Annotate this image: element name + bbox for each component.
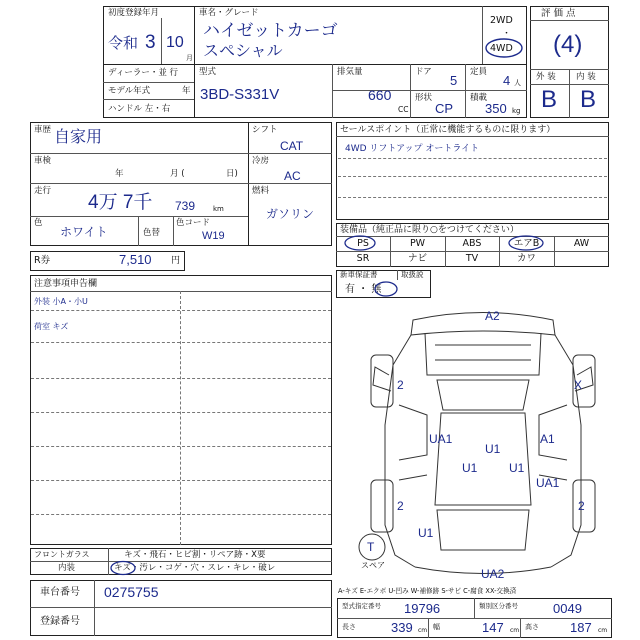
ac: AC [284,169,301,183]
fuel-label: 燃料 [252,186,270,196]
height-unit: cm [598,627,608,634]
divider [30,183,248,184]
divider [482,6,483,64]
load: 350 [485,101,507,116]
equip-aw: AW [573,238,590,249]
mark-left-rear-quarter: U1 [418,526,434,540]
width-label: 幅 [433,623,440,631]
equip-airbag: エアB [513,238,540,249]
sales-points-title: セールスポイント（正常に機能するものに限ります） [340,125,556,135]
rating-score: (4) [553,31,583,58]
shape-label: 形状 [415,93,433,103]
divider [248,183,332,184]
warranty-value: 有 ・ 無 [345,284,382,295]
width-unit: cm [510,627,520,634]
divider [30,291,332,292]
equip-pw: PW [409,238,426,249]
capacity-label: 定員 [470,67,488,77]
model-year-unit: 年 [182,86,191,96]
mark-left-front-door: UA1 [429,432,453,446]
divider [30,561,332,562]
divider [248,153,332,154]
drive-4wd-circle [484,37,524,59]
color-code-label: 色コード [176,218,211,228]
reg-year: 3 [145,32,156,53]
recycle-amount: 7,510 [119,252,152,267]
divider [30,607,332,608]
mark-spare-tire: T [367,540,375,554]
dealer-label: ディーラー・並 行 [108,68,179,78]
model-code: 3BD-S331V [200,86,280,103]
displacement-label: 排気量 [337,67,363,77]
inspection-year-unit: 年 [115,169,124,179]
height: 187 [570,620,592,635]
car-name-label: 車名・グレード [199,8,259,18]
car-diagram [355,305,610,585]
mark-right-rear-door: UA1 [536,476,560,490]
equip-tv: TV [465,253,479,264]
odometer: 739 [175,199,196,213]
chassis-number: 0275755 [104,584,159,600]
divider [332,90,527,91]
equip-leather: カワ [516,253,536,264]
height-label: 高さ [525,623,539,631]
sales-rule [338,176,607,177]
color: ホワイト [60,225,108,239]
recycle-block [30,251,185,271]
divider [138,216,139,246]
divider [173,216,174,246]
divider [337,618,612,619]
month-unit: 月 [186,54,193,62]
notes-line-2: 荷室 キズ [34,322,69,331]
type-label: 型式 [199,67,217,77]
equip-circle-marks [336,234,609,252]
model-year-caption: モデル年式 [108,86,151,96]
notes-rule [31,342,331,343]
sales-point-line: 4WD リフトアップ オートライト [345,144,480,154]
cc-unit: CC [398,105,409,114]
notes-rule [31,480,331,481]
length-unit: cm [418,627,428,634]
grade: スペシャル [203,43,283,60]
sales-rule [338,158,607,159]
warranty-circle [373,280,399,298]
inspection-month-unit: 月 ( [170,169,185,179]
model-num: 19796 [404,601,441,616]
km-unit: km [213,205,224,213]
person-unit: 人 [514,79,521,87]
divider [336,136,609,137]
equip-sr: SR [356,253,370,264]
divider [30,153,248,154]
displacement: 660 [368,87,392,103]
drive-4wd: 4WD [490,43,513,54]
divider [474,598,475,618]
spare-label: スペア [361,561,385,570]
inspection-day-unit: 日) [226,169,238,179]
mark-front-right-wheel: X [574,378,583,392]
recycle-label: R券 [34,255,51,266]
mileage-label: 走行 [34,186,52,196]
divider [569,69,570,118]
notes-divider [180,291,181,545]
divider [397,270,398,280]
glass-text: キズ・飛石・ヒビ割・リペア跡・X要 [124,550,266,560]
mark-rear: UA2 [481,567,505,581]
capacity: 4 [503,73,511,88]
doors: 5 [450,73,458,88]
class-num-label: 類別区分番号 [479,602,518,610]
mark-rear-left-wheel: 2 [397,499,404,513]
kg-unit: kg [512,107,521,115]
notes-block [30,275,332,545]
usage-label: 車歴 [34,125,52,135]
length-label: 長さ [342,623,356,631]
drive-separator: ・ [502,29,512,39]
inspection-label: 車検 [34,156,52,166]
usage: 自家用 [54,129,103,146]
shape: CP [435,101,454,116]
mark-roof-left: U1 [462,461,478,475]
divider [530,84,609,85]
damage-legend: A-キズ E-エクボ U-凹み W-補修跡 S-サビ C-腐食 XX-交換済 [338,587,517,595]
ac-label: 冷房 [252,156,270,166]
rating-title: 評 価 点 [541,8,576,19]
drive-2wd: 2WD [490,15,513,26]
interior-label: 内装 [58,563,76,573]
divider [94,580,95,636]
mark-right-front-door: A1 [540,432,555,446]
chassis-label: 車台番号 [40,587,80,598]
length: 339 [391,620,413,635]
color-label: 色 [34,218,43,228]
class-num: 0049 [553,601,582,616]
first-reg-label: 初度登録年月 [108,8,160,18]
glass-label: フロントガラス [34,550,90,559]
interior-circle [108,560,138,576]
mark-front-left-wheel: 2 [397,378,404,392]
divider [103,64,527,65]
car-name: ハイゼットカーゴ [203,21,338,40]
manual-label: 取扱説 [401,270,424,279]
reg-month: 10 [166,34,184,51]
interior-text: キズ・汚レ・コゲ・穴・スレ・キレ・破レ [114,563,276,573]
equip-abs: ABS [462,238,482,249]
model-num-label: 型式指定番号 [342,602,381,610]
mark-roof-right: U1 [509,461,525,475]
divider [428,618,429,638]
divider [161,18,162,64]
load-label: 積載 [470,93,488,103]
recycle-unit: 円 [171,256,181,266]
model-year-label [108,87,150,96]
notes-rule [31,310,331,311]
notes-rule [31,446,331,447]
mark-front: A2 [485,309,500,323]
divider [465,64,466,118]
shift-label: シフト [252,125,278,135]
equipment-title: 装備品（純正品に限り○をつけてください） [340,225,519,235]
notes-rule [31,514,331,515]
exterior-label: 外 装 [536,72,556,82]
divider [410,64,411,118]
fuel: ガソリン [266,207,315,221]
divider [530,20,609,21]
mileage: 4万 7千 [88,192,153,213]
divider [194,6,195,118]
divider [520,618,521,638]
era-label: 令和 [108,35,139,52]
width: 147 [482,620,504,635]
equip-navi: ナビ [407,253,427,264]
handle-label: ハンドル 左・右 [108,104,171,114]
notes-title: 注意事項申告欄 [34,279,98,289]
color-code: W19 [202,230,225,242]
divider [332,64,333,118]
shift: CAT [280,139,304,153]
interior-grade: B [580,86,597,113]
warranty-label: 新車保証書 [340,270,378,279]
sales-rule [338,197,607,198]
mark-roof-center: U1 [485,442,501,456]
notes-rule [31,412,331,413]
mark-rear-right-wheel: 2 [578,499,585,513]
interior-label: 内 装 [576,72,596,82]
notes-line-1: 外装 小A・小U [34,297,88,306]
door-label: ドア [415,67,432,77]
divider [30,216,248,217]
registration-label: 登録番号 [40,616,80,627]
exterior-grade: B [541,86,558,113]
divider [248,122,249,246]
divider [103,82,194,83]
notes-rule [31,378,331,379]
equip-ps: PS [357,238,369,249]
color-change-label: 色替 [143,228,161,238]
divider [103,99,194,100]
